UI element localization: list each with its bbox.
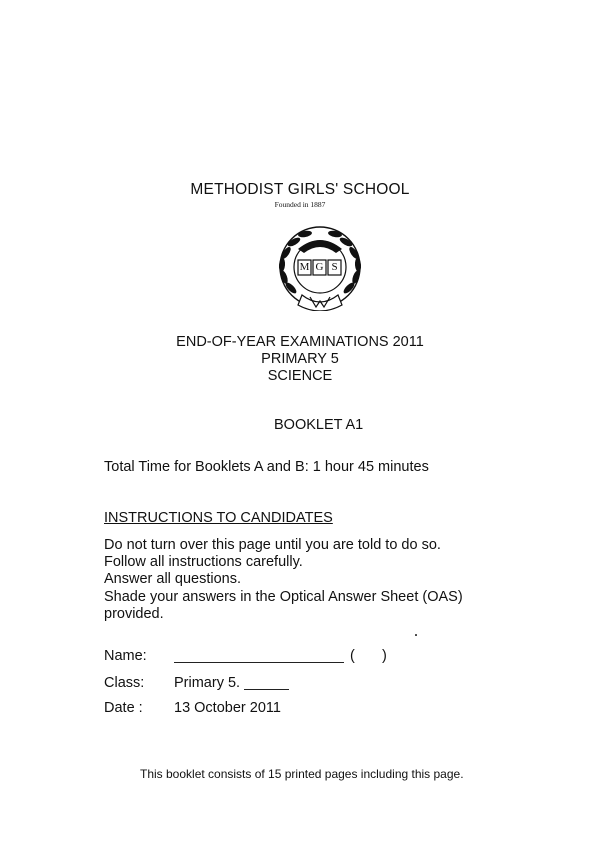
- index-paren-open: (: [350, 648, 355, 664]
- school-name: METHODIST GIRLS' SCHOOL: [190, 181, 410, 198]
- page-count-footer: This booklet consists of 15 printed pages including this page.: [140, 767, 464, 781]
- exam-subject: SCIENCE: [267, 368, 333, 384]
- crest-letter-g: G: [315, 261, 324, 273]
- instruction-line: Follow all instructions carefully.: [104, 554, 303, 571]
- crest-letter-m: M: [299, 261, 310, 273]
- exam-level: PRIMARY 5: [261, 351, 339, 367]
- instruction-line: Do not turn over this page until you are told to do so.: [104, 537, 441, 553]
- name-blank-line: [174, 662, 344, 663]
- total-time: Total Time for Booklets A and B: 1 hour 45 minutes: [104, 459, 429, 475]
- date-label: Date :: [104, 700, 143, 716]
- instruction-line: Shade your answers in the Optical Answer Sheet (OAS): [104, 588, 463, 605]
- founded-year: Founded in 1887: [274, 200, 326, 209]
- instruction-line: Answer all questions.: [104, 571, 242, 588]
- crest-letter-s: S: [331, 261, 338, 273]
- class-label: Class:: [104, 675, 145, 691]
- instruction-line: provided.: [104, 605, 164, 622]
- name-label: Name:: [104, 648, 147, 664]
- stray-mark: [415, 634, 417, 636]
- index-paren-close: ): [382, 648, 387, 664]
- exam-title: END-OF-YEAR EXAMINATIONS 2011: [176, 334, 424, 350]
- class-value: Primary 5.: [174, 675, 241, 691]
- date-value: 13 October 2011: [174, 700, 281, 716]
- instructions-list: [104, 537, 524, 623]
- booklet-label: BOOKLET A1: [274, 417, 364, 433]
- class-blank-line: [244, 689, 289, 690]
- instructions-heading: INSTRUCTIONS TO CANDIDATES: [104, 510, 333, 526]
